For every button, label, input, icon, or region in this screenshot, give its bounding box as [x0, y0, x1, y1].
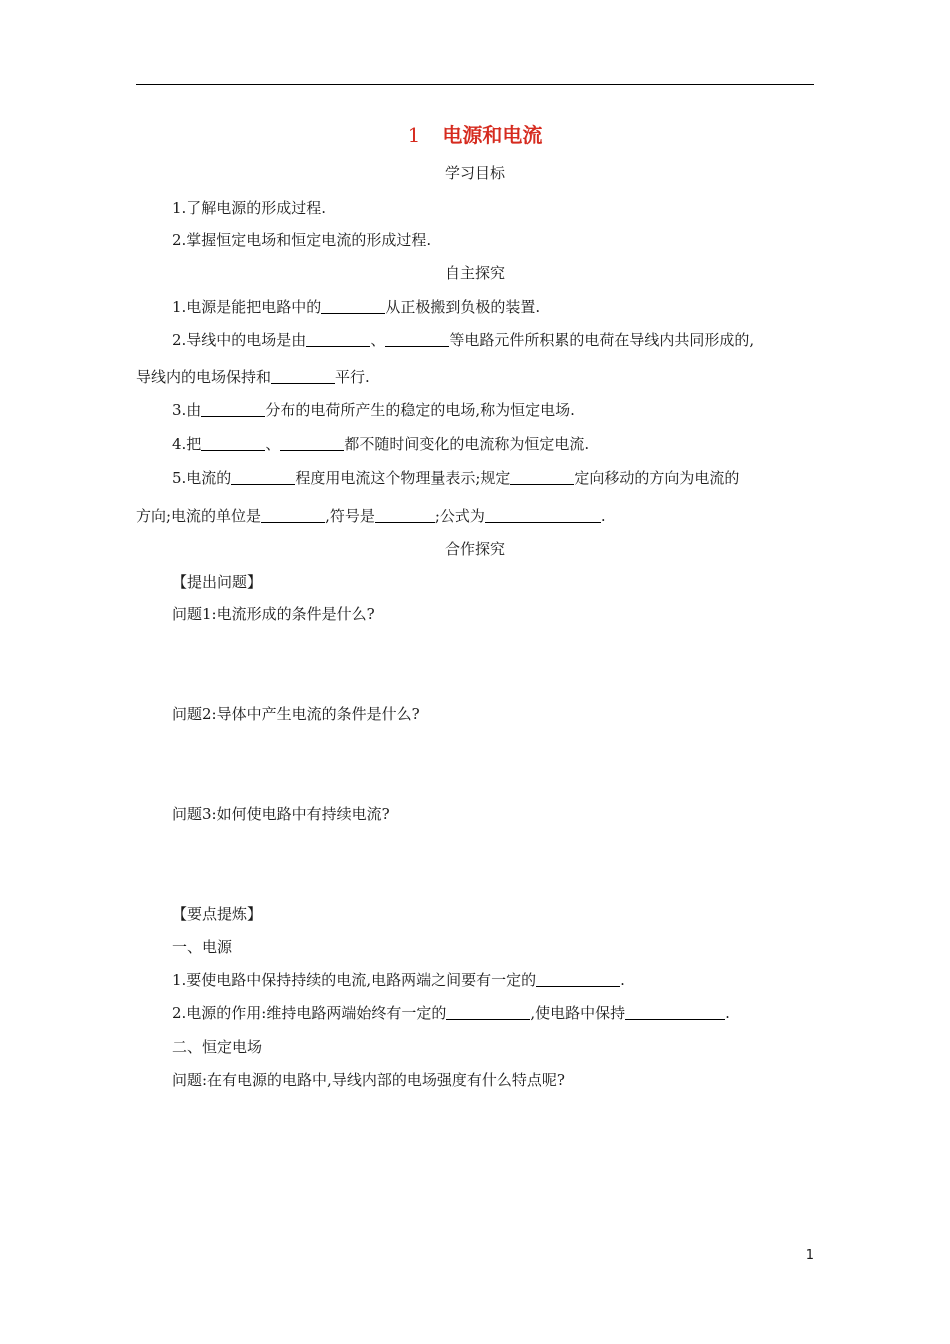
- self-study-item-5: 5.电流的 程度用电流这个物理量表示;规定 定向移动的方向为电流的: [172, 469, 740, 487]
- header-rule: [136, 84, 814, 85]
- key-points-heading: 【要点提炼】: [172, 905, 263, 923]
- fill-blank[interactable]: [280, 434, 344, 451]
- page-title: [136, 124, 814, 146]
- fill-blank[interactable]: [536, 970, 620, 987]
- self-study-item-2-cont: 导线内的电场保持和 平行.: [136, 368, 370, 386]
- question-item: 问题3:如何使电路中有持续电流?: [172, 805, 390, 823]
- subsection-title: 二、恒定电场: [172, 1038, 263, 1056]
- objective-item: 1.了解电源的形成过程.: [172, 199, 327, 217]
- question-item: 问题2:导体中产生电流的条件是什么?: [172, 705, 420, 723]
- objective-item: 2.掌握恒定电场和恒定电流的形成过程.: [172, 231, 432, 249]
- self-study-item-2: 2.导线中的电场是由 、 等电路元件所积累的电荷在导线内共同形成的,: [172, 331, 755, 349]
- self-study-item-4: 4.把 、 都不随时间变化的电流称为恒定电流.: [172, 435, 590, 453]
- propose-heading: 【提出问题】: [172, 573, 263, 591]
- fill-blank[interactable]: [375, 506, 435, 523]
- key-point-item-1: 1.要使电路中保持持续的电流,电路两端之间要有一定的 .: [172, 971, 625, 989]
- fill-blank[interactable]: [201, 434, 265, 451]
- title-number: 1: [407, 123, 421, 147]
- fill-blank[interactable]: [385, 330, 449, 347]
- self-study-item-1: 1.电源是能把电路中的 从正极搬到负极的装置.: [172, 298, 541, 316]
- section-heading-cooperative: 合作探究: [444, 540, 505, 558]
- subsection-title: 一、电源: [172, 938, 233, 956]
- fill-blank[interactable]: [271, 367, 335, 384]
- fill-blank[interactable]: [321, 297, 385, 314]
- fill-blank[interactable]: [625, 1003, 725, 1020]
- key-point-question: 问题:在有电源的电路中,导线内部的电场强度有什么特点呢?: [172, 1071, 565, 1089]
- section-heading-self-study: 自主探究: [444, 264, 505, 282]
- title-text: 电源和电流: [442, 123, 543, 147]
- fill-blank[interactable]: [231, 468, 295, 485]
- fill-blank[interactable]: [261, 506, 325, 523]
- fill-blank[interactable]: [485, 506, 601, 523]
- key-point-item-2: 2.电源的作用:维持电路两端始终有一定的 ,使电路中保持 .: [172, 1004, 730, 1022]
- fill-blank[interactable]: [510, 468, 574, 485]
- section-heading-objectives: 学习目标: [444, 164, 505, 182]
- fill-blank[interactable]: [446, 1003, 530, 1020]
- self-study-item-3: 3.由 分布的电荷所产生的稳定的电场,称为恒定电场.: [172, 401, 575, 419]
- question-item: 问题1:电流形成的条件是什么?: [172, 605, 375, 623]
- self-study-item-5-cont: 方向;电流的单位是 ,符号是 ;公式为 .: [136, 507, 606, 525]
- fill-blank[interactable]: [306, 330, 370, 347]
- fill-blank[interactable]: [201, 400, 265, 417]
- page-number: 1: [805, 1248, 814, 1263]
